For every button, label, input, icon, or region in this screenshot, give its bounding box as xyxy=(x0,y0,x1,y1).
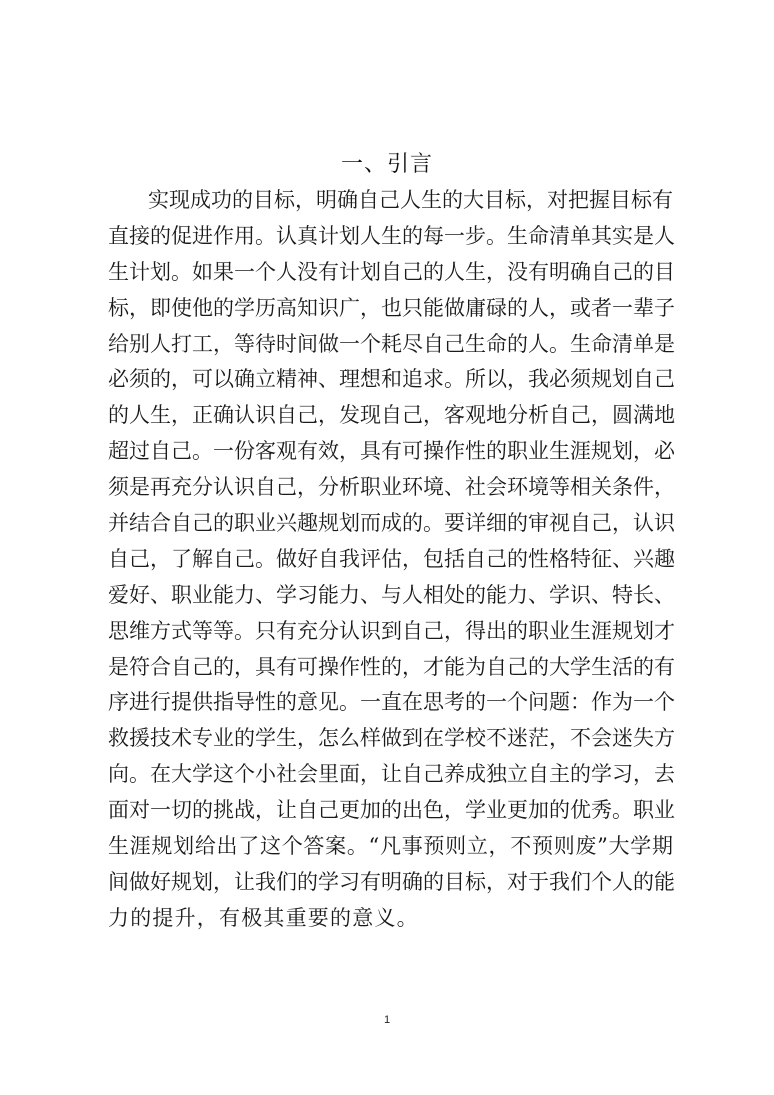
paragraph-line: 生计划。如果一个人没有计划自己的人生，没有明确自己的目 xyxy=(108,259,675,284)
body-paragraph xyxy=(108,183,673,937)
paragraph-line: 必须的，可以确立精神、理想和追求。所以，我必须规划自己 xyxy=(108,367,675,392)
paragraph-line: 间做好规划，让我们的学习有明确的目标，对于我们个人的能 xyxy=(108,869,675,894)
paragraph-line: 向。在大学这个小社会里面，让自己养成独立自主的学习，去 xyxy=(108,762,675,787)
section-title: 一、引言 xyxy=(340,152,433,177)
paragraph-line: 超过自己。一份客观有效，具有可操作性的职业生涯规划，必 xyxy=(108,439,675,464)
paragraph-line: 自己，了解自己。做好自我评估，包括自己的性格特征、兴趣 xyxy=(108,546,675,571)
paragraph-line: 力的提升，有极其重要的意义。 xyxy=(108,905,419,930)
paragraph-line: 生涯规划给出了这个答案。“凡事预则立，不预则废”大学期 xyxy=(108,834,673,859)
paragraph-line: 序进行提供指导性的意见。一直在思考的一个问题：作为一个 xyxy=(108,690,675,715)
paragraph-line: 爱好、职业能力、学习能力、与人相处的能力、学识、特长、 xyxy=(108,582,675,607)
paragraph-line: 直接的促进作用。认真计划人生的每一步。生命清单其实是人 xyxy=(108,223,675,248)
paragraph-line: 面对一切的挑战，让自己更加的出色，学业更加的优秀。职业 xyxy=(108,798,675,823)
paragraph-line: 实现成功的目标，明确自己人生的大目标，对把握目标有 xyxy=(148,188,673,212)
page-number: 1 xyxy=(383,1014,391,1026)
paragraph-line: 思维方式等等。只有充分认识到自己，得出的职业生涯规划才 xyxy=(108,618,675,643)
paragraph-line: 救援技术专业的学生，怎么样做到在学校不迷茫，不会迷失方 xyxy=(108,726,675,751)
paragraph-line: 的人生，正确认识自己，发现自己，客观地分析自己，圆满地 xyxy=(108,403,675,428)
paragraph-line: 标，即使他的学历高知识广，也只能做庸碌的人，或者一辈子 xyxy=(108,295,675,320)
paragraph-line: 给别人打工，等待时间做一个耗尽自己生命的人。生命清单是 xyxy=(108,331,675,356)
paragraph-line: 须是再充分认识自己，分析职业环境、社会环境等相关条件， xyxy=(108,475,675,500)
paragraph-line: 是符合自己的，具有可操作性的，才能为自己的大学生活的有 xyxy=(108,654,675,679)
paragraph-line: 并结合自己的职业兴趣规划而成的。要详细的审视自己，认识 xyxy=(108,511,675,536)
